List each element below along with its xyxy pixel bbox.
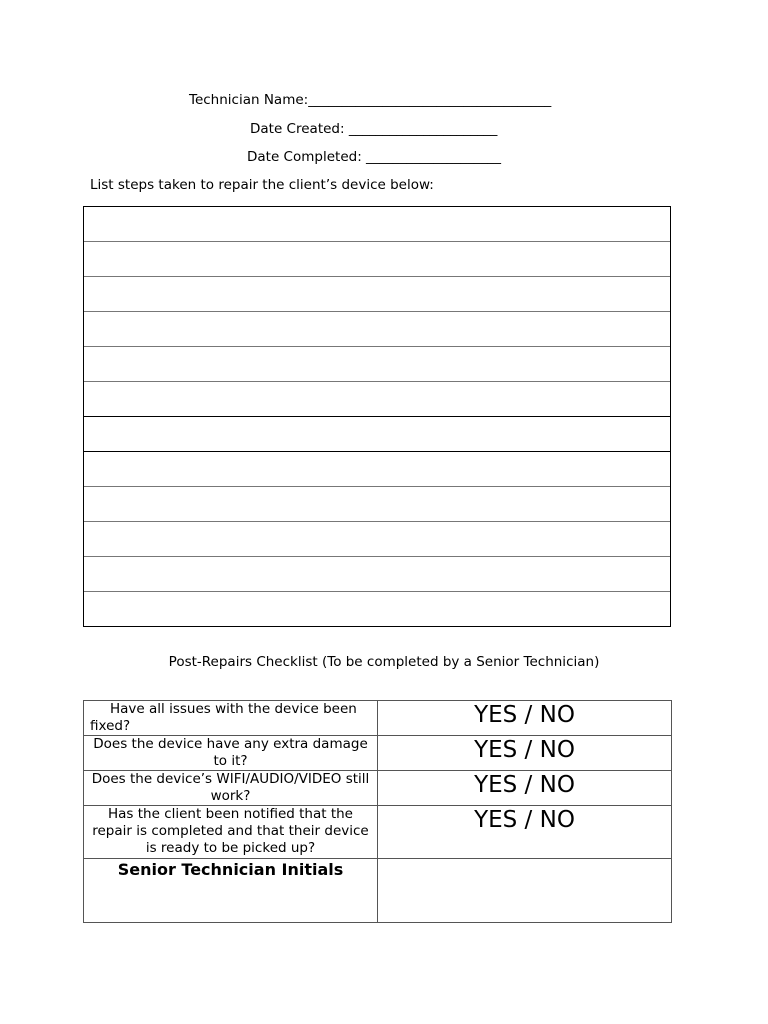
steps-instruction: List steps taken to repair the client’s device below:: [90, 177, 434, 193]
repair-step-row: [84, 417, 670, 452]
yes-no-answer: YES / NO: [378, 736, 672, 771]
checklist-question: Does the device’s WIFI/AUDIO/VIDEO still work?: [84, 771, 378, 806]
repair-step-row: [84, 557, 670, 592]
repair-step-row: [84, 242, 670, 277]
date-completed-field: Date Completed: ____________________: [247, 149, 502, 165]
repair-step-row: [84, 452, 670, 487]
yes-no-answer: YES / NO: [378, 771, 672, 806]
checklist-row: [84, 701, 672, 736]
checklist-row: [84, 771, 672, 806]
repair-step-row: [84, 382, 670, 417]
repair-step-row: [84, 277, 670, 312]
date-created-field: Date Created: ______________________: [250, 121, 498, 137]
senior-technician-initials-field[interactable]: [378, 859, 672, 923]
technician-name-field: Technician Name:____________________________________: [189, 92, 552, 108]
repair-step-row: [84, 487, 670, 522]
checklist-row: [84, 806, 672, 859]
yes-no-answer: YES / NO: [378, 806, 672, 859]
repair-step-row: [84, 522, 670, 557]
yes-no-answer: YES / NO: [378, 701, 672, 736]
checklist-heading: Post-Repairs Checklist (To be completed by a Senior Technician): [168, 654, 600, 670]
checklist-question: Has the client been notified that the repair is completed and that their device is ready to be picked up?: [84, 806, 378, 859]
repair-steps-table: [83, 206, 671, 627]
repair-step-row: [84, 347, 670, 382]
senior-technician-initials-label: Senior Technician Initials: [84, 859, 378, 923]
initials-row: [84, 859, 672, 923]
repair-step-row: [84, 592, 670, 627]
repair-step-row: [84, 207, 670, 242]
checklist-question: Have all issues with the device been fixed?: [84, 701, 378, 736]
post-repairs-checklist-table: [83, 700, 672, 923]
checklist-question: Does the device have any extra damage to it?: [84, 736, 378, 771]
repair-step-row: [84, 312, 670, 347]
checklist-row: [84, 736, 672, 771]
